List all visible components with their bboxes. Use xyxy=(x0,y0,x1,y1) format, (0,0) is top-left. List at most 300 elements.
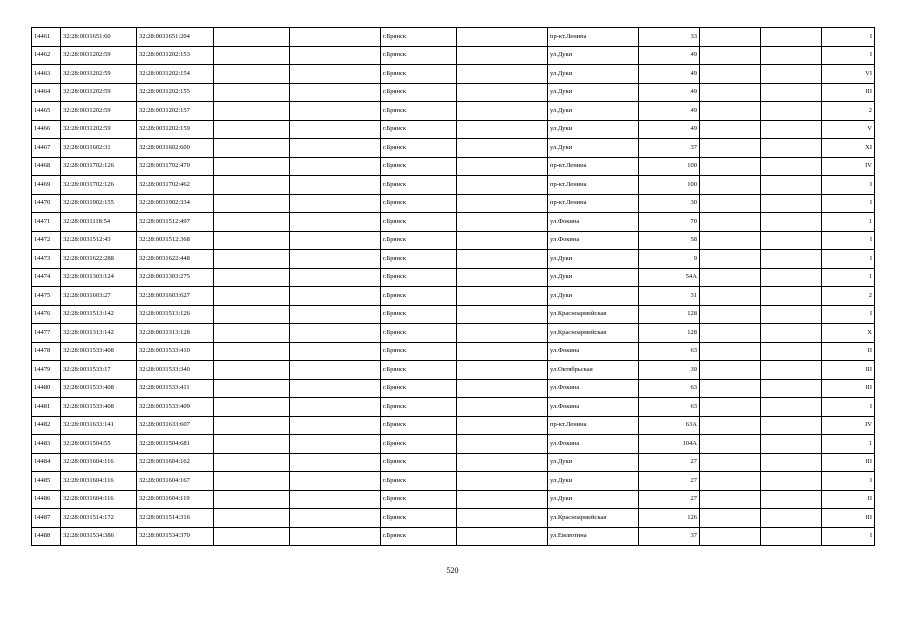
cell-extra-cell-4 xyxy=(700,305,761,324)
table-row xyxy=(32,157,875,176)
cell-extra-cell-1 xyxy=(214,342,290,361)
cell-street: ул.Дуки xyxy=(548,287,639,306)
cell-land-cadastral-number: 32:28:0031533:17 xyxy=(61,361,137,380)
cell-land-cadastral-number: 32:28:0031202:59 xyxy=(61,83,137,102)
cell-object-cadastral-number: 32:28:0031313:128 xyxy=(137,324,214,343)
cell-flat-number: 2 xyxy=(822,287,875,306)
cell-land-cadastral-number: 32:28:0031603:27 xyxy=(61,287,137,306)
cell-flat-number: I xyxy=(822,231,875,250)
cell-object-cadastral-number: 32:28:0031533:411 xyxy=(137,379,214,398)
cell-extra-cell-2 xyxy=(290,231,381,250)
cell-extra-cell-3 xyxy=(457,398,548,417)
cell-object-cadastral-number: 32:28:0031651:204 xyxy=(137,28,214,47)
cell-house-number: 128 xyxy=(639,324,700,343)
cell-object-cadastral-number: 32:28:0031512:497 xyxy=(137,213,214,232)
cell-extra-cell-4 xyxy=(700,472,761,491)
table-row xyxy=(32,65,875,84)
cell-house-number: 128 xyxy=(639,305,700,324)
cell-extra-cell-5 xyxy=(761,324,822,343)
cell-flat-number: IV xyxy=(822,157,875,176)
cell-object-cadastral-number: 32:28:0031504:681 xyxy=(137,435,214,454)
cell-extra-cell-3 xyxy=(457,231,548,250)
cell-street: ул.Дуки xyxy=(548,250,639,269)
cell-row-number: 14470 xyxy=(32,194,61,213)
cell-extra-cell-5 xyxy=(761,509,822,528)
cell-street: ул.Дуки xyxy=(548,268,639,287)
cell-flat-number: I xyxy=(822,527,875,546)
table-row xyxy=(32,268,875,287)
cell-street: ул.Дуки xyxy=(548,102,639,121)
cell-extra-cell-3 xyxy=(457,83,548,102)
table-row xyxy=(32,213,875,232)
cell-land-cadastral-number: 32:28:0031313:142 xyxy=(61,324,137,343)
cell-extra-cell-4 xyxy=(700,194,761,213)
cell-land-cadastral-number: 32:28:0031202:59 xyxy=(61,46,137,65)
table-row xyxy=(32,361,875,380)
cell-extra-cell-3 xyxy=(457,102,548,121)
cell-land-cadastral-number: 32:28:0031604:116 xyxy=(61,453,137,472)
cell-city: г.Брянск xyxy=(381,213,457,232)
table-row xyxy=(32,176,875,195)
cell-extra-cell-5 xyxy=(761,231,822,250)
cell-flat-number: III xyxy=(822,453,875,472)
cell-flat-number: VI xyxy=(822,65,875,84)
cell-city: г.Брянск xyxy=(381,120,457,139)
cell-row-number: 14466 xyxy=(32,120,61,139)
cell-city: г.Брянск xyxy=(381,453,457,472)
cell-city: г.Брянск xyxy=(381,435,457,454)
cell-extra-cell-3 xyxy=(457,120,548,139)
cell-extra-cell-2 xyxy=(290,490,381,509)
cell-row-number: 14465 xyxy=(32,102,61,121)
table-row xyxy=(32,287,875,306)
cell-row-number: 14482 xyxy=(32,416,61,435)
cell-house-number: 39 xyxy=(639,361,700,380)
cell-extra-cell-4 xyxy=(700,287,761,306)
cell-land-cadastral-number: 32:28:0031202:59 xyxy=(61,120,137,139)
cell-house-number: 104А xyxy=(639,435,700,454)
cell-extra-cell-1 xyxy=(214,28,290,47)
cell-land-cadastral-number: 32:28:0031512:43 xyxy=(61,231,137,250)
cell-object-cadastral-number: 32:28:0031533:340 xyxy=(137,361,214,380)
cell-city: г.Брянск xyxy=(381,416,457,435)
cell-flat-number: 1 xyxy=(822,435,875,454)
cell-land-cadastral-number: 32:28:0031602:31 xyxy=(61,139,137,158)
cell-extra-cell-3 xyxy=(457,194,548,213)
cell-house-number: 63 xyxy=(639,379,700,398)
cell-object-cadastral-number: 32:28:0031702:462 xyxy=(137,176,214,195)
cell-object-cadastral-number: 32:28:0031513:126 xyxy=(137,305,214,324)
cell-extra-cell-5 xyxy=(761,250,822,269)
cell-house-number: 100 xyxy=(639,176,700,195)
cell-extra-cell-1 xyxy=(214,490,290,509)
cell-row-number: 14469 xyxy=(32,176,61,195)
cell-object-cadastral-number: 32:28:0031602:600 xyxy=(137,139,214,158)
cell-extra-cell-3 xyxy=(457,28,548,47)
cell-flat-number: II xyxy=(822,490,875,509)
cell-street: пр-кт.Ленина xyxy=(548,28,639,47)
cell-street: ул.Фокина xyxy=(548,231,639,250)
cell-house-number: 27 xyxy=(639,453,700,472)
cell-land-cadastral-number: 32:28:0031514:172 xyxy=(61,509,137,528)
cell-extra-cell-1 xyxy=(214,509,290,528)
cell-row-number: 14475 xyxy=(32,287,61,306)
cell-flat-number: I xyxy=(822,398,875,417)
cell-extra-cell-3 xyxy=(457,472,548,491)
cell-city: г.Брянск xyxy=(381,472,457,491)
cell-row-number: 14464 xyxy=(32,83,61,102)
table-row xyxy=(32,231,875,250)
cell-street: ул.Фокина xyxy=(548,398,639,417)
cell-extra-cell-5 xyxy=(761,194,822,213)
cell-extra-cell-2 xyxy=(290,268,381,287)
table-row xyxy=(32,28,875,47)
cell-row-number: 14478 xyxy=(32,342,61,361)
cell-extra-cell-2 xyxy=(290,324,381,343)
cell-extra-cell-2 xyxy=(290,139,381,158)
cell-house-number: 126 xyxy=(639,509,700,528)
cell-land-cadastral-number: 32:28:0031651:60 xyxy=(61,28,137,47)
cell-object-cadastral-number: 32:28:0031534:370 xyxy=(137,527,214,546)
cell-flat-number: IV xyxy=(822,416,875,435)
cell-street: ул.Дуки xyxy=(548,46,639,65)
cell-extra-cell-5 xyxy=(761,379,822,398)
cell-extra-cell-1 xyxy=(214,157,290,176)
cell-land-cadastral-number: 32:28:0031504:55 xyxy=(61,435,137,454)
cell-row-number: 14472 xyxy=(32,231,61,250)
cell-house-number: 37 xyxy=(639,139,700,158)
cell-extra-cell-5 xyxy=(761,28,822,47)
cell-extra-cell-2 xyxy=(290,46,381,65)
cell-flat-number: III xyxy=(822,83,875,102)
cell-city: г.Брянск xyxy=(381,379,457,398)
cell-flat-number: I xyxy=(822,46,875,65)
cell-extra-cell-4 xyxy=(700,379,761,398)
cell-house-number: 33 xyxy=(639,28,700,47)
cell-extra-cell-3 xyxy=(457,361,548,380)
cell-city: г.Брянск xyxy=(381,398,457,417)
cell-flat-number: I xyxy=(822,28,875,47)
cell-city: г.Брянск xyxy=(381,102,457,121)
cell-extra-cell-5 xyxy=(761,268,822,287)
cell-street: ул.Красноармейская xyxy=(548,509,639,528)
cell-extra-cell-5 xyxy=(761,102,822,121)
cell-extra-cell-2 xyxy=(290,157,381,176)
cell-flat-number: III xyxy=(822,379,875,398)
cell-extra-cell-4 xyxy=(700,231,761,250)
cell-object-cadastral-number: 32:28:0031202:154 xyxy=(137,65,214,84)
cell-object-cadastral-number: 32:28:0031604:167 xyxy=(137,472,214,491)
table-row xyxy=(32,435,875,454)
cell-row-number: 14462 xyxy=(32,46,61,65)
cell-extra-cell-3 xyxy=(457,157,548,176)
cell-house-number: 63 xyxy=(639,398,700,417)
cell-house-number: 30 xyxy=(639,194,700,213)
cell-land-cadastral-number: 32:28:0031633:141 xyxy=(61,416,137,435)
table-row xyxy=(32,490,875,509)
cell-extra-cell-1 xyxy=(214,83,290,102)
cell-flat-number: V xyxy=(822,120,875,139)
cell-land-cadastral-number: 32:28:0031702:126 xyxy=(61,157,137,176)
cell-street: ул.Дуки xyxy=(548,65,639,84)
cell-extra-cell-1 xyxy=(214,250,290,269)
cell-extra-cell-2 xyxy=(290,509,381,528)
cell-street: ул.Дуки xyxy=(548,472,639,491)
table-row xyxy=(32,305,875,324)
cell-street: пр-кт.Ленина xyxy=(548,176,639,195)
cell-house-number: 9 xyxy=(639,250,700,269)
cell-house-number: 63А xyxy=(639,416,700,435)
table-row xyxy=(32,194,875,213)
cell-street: ул.Дуки xyxy=(548,120,639,139)
cell-row-number: 14481 xyxy=(32,398,61,417)
cell-city: г.Брянск xyxy=(381,342,457,361)
cell-row-number: 14471 xyxy=(32,213,61,232)
page-number: 520 xyxy=(446,566,459,575)
cell-street: ул.Емлютина xyxy=(548,527,639,546)
cell-city: г.Брянск xyxy=(381,139,457,158)
cell-object-cadastral-number: 32:28:0031512:368 xyxy=(137,231,214,250)
cell-extra-cell-3 xyxy=(457,324,548,343)
cell-street: ул.Дуки xyxy=(548,490,639,509)
cell-flat-number: 1 xyxy=(822,268,875,287)
cell-extra-cell-5 xyxy=(761,435,822,454)
cell-extra-cell-3 xyxy=(457,176,548,195)
cell-extra-cell-2 xyxy=(290,194,381,213)
cell-extra-cell-4 xyxy=(700,490,761,509)
cell-extra-cell-1 xyxy=(214,65,290,84)
cell-city: г.Брянск xyxy=(381,527,457,546)
cell-extra-cell-4 xyxy=(700,361,761,380)
cell-row-number: 14483 xyxy=(32,435,61,454)
cell-object-cadastral-number: 32:28:0031633:607 xyxy=(137,416,214,435)
cell-object-cadastral-number: 32:28:0031902:334 xyxy=(137,194,214,213)
cell-land-cadastral-number: 32:28:0031902:155 xyxy=(61,194,137,213)
table-row xyxy=(32,398,875,417)
cell-row-number: 14476 xyxy=(32,305,61,324)
cell-extra-cell-1 xyxy=(214,139,290,158)
cell-extra-cell-3 xyxy=(457,509,548,528)
cell-city: г.Брянск xyxy=(381,194,457,213)
cell-extra-cell-1 xyxy=(214,176,290,195)
table-row xyxy=(32,83,875,102)
cell-street: ул.Фокина xyxy=(548,379,639,398)
table-row xyxy=(32,416,875,435)
cell-extra-cell-4 xyxy=(700,509,761,528)
cell-extra-cell-2 xyxy=(290,398,381,417)
cell-extra-cell-4 xyxy=(700,268,761,287)
cell-extra-cell-4 xyxy=(700,65,761,84)
cell-extra-cell-4 xyxy=(700,83,761,102)
cell-extra-cell-2 xyxy=(290,472,381,491)
cell-extra-cell-1 xyxy=(214,361,290,380)
cell-land-cadastral-number: 32:28:0031702:126 xyxy=(61,176,137,195)
cell-city: г.Брянск xyxy=(381,490,457,509)
cell-extra-cell-3 xyxy=(457,453,548,472)
cell-flat-number: X xyxy=(822,324,875,343)
cell-extra-cell-3 xyxy=(457,65,548,84)
cell-street: ул.Фокина xyxy=(548,435,639,454)
cell-city: г.Брянск xyxy=(381,176,457,195)
cell-extra-cell-3 xyxy=(457,268,548,287)
cell-extra-cell-5 xyxy=(761,213,822,232)
cell-extra-cell-2 xyxy=(290,102,381,121)
cell-extra-cell-2 xyxy=(290,250,381,269)
cell-extra-cell-3 xyxy=(457,342,548,361)
cell-extra-cell-1 xyxy=(214,287,290,306)
cell-street: ул.Дуки xyxy=(548,83,639,102)
cell-city: г.Брянск xyxy=(381,83,457,102)
cell-row-number: 14461 xyxy=(32,28,61,47)
cell-flat-number: I xyxy=(822,472,875,491)
cell-object-cadastral-number: 32:28:0031202:153 xyxy=(137,46,214,65)
cell-flat-number: III xyxy=(822,509,875,528)
cell-extra-cell-5 xyxy=(761,398,822,417)
cell-house-number: 49 xyxy=(639,102,700,121)
cell-extra-cell-5 xyxy=(761,46,822,65)
cell-house-number: 49 xyxy=(639,46,700,65)
cell-extra-cell-3 xyxy=(457,435,548,454)
cell-flat-number: I xyxy=(822,176,875,195)
cell-extra-cell-2 xyxy=(290,379,381,398)
cell-house-number: 54А xyxy=(639,268,700,287)
cell-city: г.Брянск xyxy=(381,157,457,176)
table-row xyxy=(32,509,875,528)
cell-extra-cell-5 xyxy=(761,453,822,472)
cell-extra-cell-4 xyxy=(700,157,761,176)
cell-flat-number: I xyxy=(822,250,875,269)
cell-extra-cell-5 xyxy=(761,83,822,102)
cell-city: г.Брянск xyxy=(381,250,457,269)
cell-extra-cell-1 xyxy=(214,324,290,343)
cell-extra-cell-4 xyxy=(700,213,761,232)
cell-extra-cell-1 xyxy=(214,120,290,139)
cell-extra-cell-5 xyxy=(761,65,822,84)
cell-flat-number: 1 xyxy=(822,213,875,232)
cell-house-number: 70 xyxy=(639,213,700,232)
cell-extra-cell-1 xyxy=(214,102,290,121)
table-row xyxy=(32,102,875,121)
cell-extra-cell-5 xyxy=(761,361,822,380)
cell-extra-cell-4 xyxy=(700,176,761,195)
table-row xyxy=(32,46,875,65)
cell-extra-cell-4 xyxy=(700,435,761,454)
cell-extra-cell-2 xyxy=(290,416,381,435)
cell-row-number: 14487 xyxy=(32,509,61,528)
cell-city: г.Брянск xyxy=(381,268,457,287)
cell-land-cadastral-number: 32:28:0031604:116 xyxy=(61,490,137,509)
cell-city: г.Брянск xyxy=(381,28,457,47)
cell-extra-cell-4 xyxy=(700,527,761,546)
cell-extra-cell-5 xyxy=(761,416,822,435)
cell-city: г.Брянск xyxy=(381,361,457,380)
cell-land-cadastral-number: 32:28:0031533:408 xyxy=(61,379,137,398)
cell-extra-cell-4 xyxy=(700,416,761,435)
cell-extra-cell-5 xyxy=(761,139,822,158)
cell-land-cadastral-number: 32:28:0031303:124 xyxy=(61,268,137,287)
cell-row-number: 14473 xyxy=(32,250,61,269)
cell-extra-cell-3 xyxy=(457,379,548,398)
cell-object-cadastral-number: 32:28:0031604:162 xyxy=(137,453,214,472)
cell-street: ул.Дуки xyxy=(548,453,639,472)
cell-extra-cell-1 xyxy=(214,231,290,250)
cell-object-cadastral-number: 32:28:0031533:409 xyxy=(137,398,214,417)
table-row xyxy=(32,379,875,398)
cell-extra-cell-3 xyxy=(457,250,548,269)
cell-extra-cell-5 xyxy=(761,342,822,361)
cell-extra-cell-2 xyxy=(290,287,381,306)
cell-flat-number: II xyxy=(822,342,875,361)
cell-extra-cell-4 xyxy=(700,342,761,361)
cell-flat-number: 2 xyxy=(822,102,875,121)
cell-extra-cell-1 xyxy=(214,194,290,213)
cell-house-number: 58 xyxy=(639,231,700,250)
cell-extra-cell-5 xyxy=(761,176,822,195)
cell-object-cadastral-number: 32:28:0031604:119 xyxy=(137,490,214,509)
cell-city: г.Брянск xyxy=(381,287,457,306)
cell-extra-cell-2 xyxy=(290,176,381,195)
table-row xyxy=(32,139,875,158)
cell-extra-cell-3 xyxy=(457,490,548,509)
cell-street: ул.Красноармейская xyxy=(548,305,639,324)
cell-land-cadastral-number: 32:28:0031622:288 xyxy=(61,250,137,269)
cell-street: пр-кт.Ленина xyxy=(548,416,639,435)
cell-flat-number: XI xyxy=(822,139,875,158)
cell-extra-cell-2 xyxy=(290,213,381,232)
cell-extra-cell-5 xyxy=(761,120,822,139)
cell-extra-cell-5 xyxy=(761,527,822,546)
cell-house-number: 49 xyxy=(639,65,700,84)
cell-flat-number: I xyxy=(822,194,875,213)
cell-object-cadastral-number: 32:28:0031202:157 xyxy=(137,102,214,121)
cell-extra-cell-3 xyxy=(457,287,548,306)
cell-city: г.Брянск xyxy=(381,305,457,324)
cell-extra-cell-1 xyxy=(214,379,290,398)
cell-row-number: 14485 xyxy=(32,472,61,491)
cell-street: пр-кт.Ленина xyxy=(548,157,639,176)
cell-row-number: 14474 xyxy=(32,268,61,287)
cell-extra-cell-3 xyxy=(457,213,548,232)
cell-land-cadastral-number: 32:28:0031513:142 xyxy=(61,305,137,324)
cell-object-cadastral-number: 32:28:0031303:275 xyxy=(137,268,214,287)
cell-house-number: 27 xyxy=(639,490,700,509)
cell-row-number: 14486 xyxy=(32,490,61,509)
cell-extra-cell-3 xyxy=(457,305,548,324)
cell-row-number: 14484 xyxy=(32,453,61,472)
cell-street: ул.Фокина xyxy=(548,213,639,232)
cell-extra-cell-4 xyxy=(700,453,761,472)
cell-street: пр-кт.Ленина xyxy=(548,194,639,213)
cell-extra-cell-4 xyxy=(700,120,761,139)
table-row xyxy=(32,324,875,343)
cell-street: ул.Красноармейская xyxy=(548,324,639,343)
cell-extra-cell-5 xyxy=(761,157,822,176)
cell-row-number: 14477 xyxy=(32,324,61,343)
cell-object-cadastral-number: 32:28:0031603:627 xyxy=(137,287,214,306)
cell-object-cadastral-number: 32:28:0031202:159 xyxy=(137,120,214,139)
cell-flat-number: III xyxy=(822,361,875,380)
table-row xyxy=(32,527,875,546)
cell-city: г.Брянск xyxy=(381,65,457,84)
cell-extra-cell-4 xyxy=(700,398,761,417)
cell-extra-cell-5 xyxy=(761,287,822,306)
cell-house-number: 63 xyxy=(639,342,700,361)
cell-extra-cell-1 xyxy=(214,527,290,546)
cell-extra-cell-3 xyxy=(457,139,548,158)
cell-extra-cell-2 xyxy=(290,342,381,361)
cell-extra-cell-4 xyxy=(700,139,761,158)
cell-extra-cell-4 xyxy=(700,28,761,47)
